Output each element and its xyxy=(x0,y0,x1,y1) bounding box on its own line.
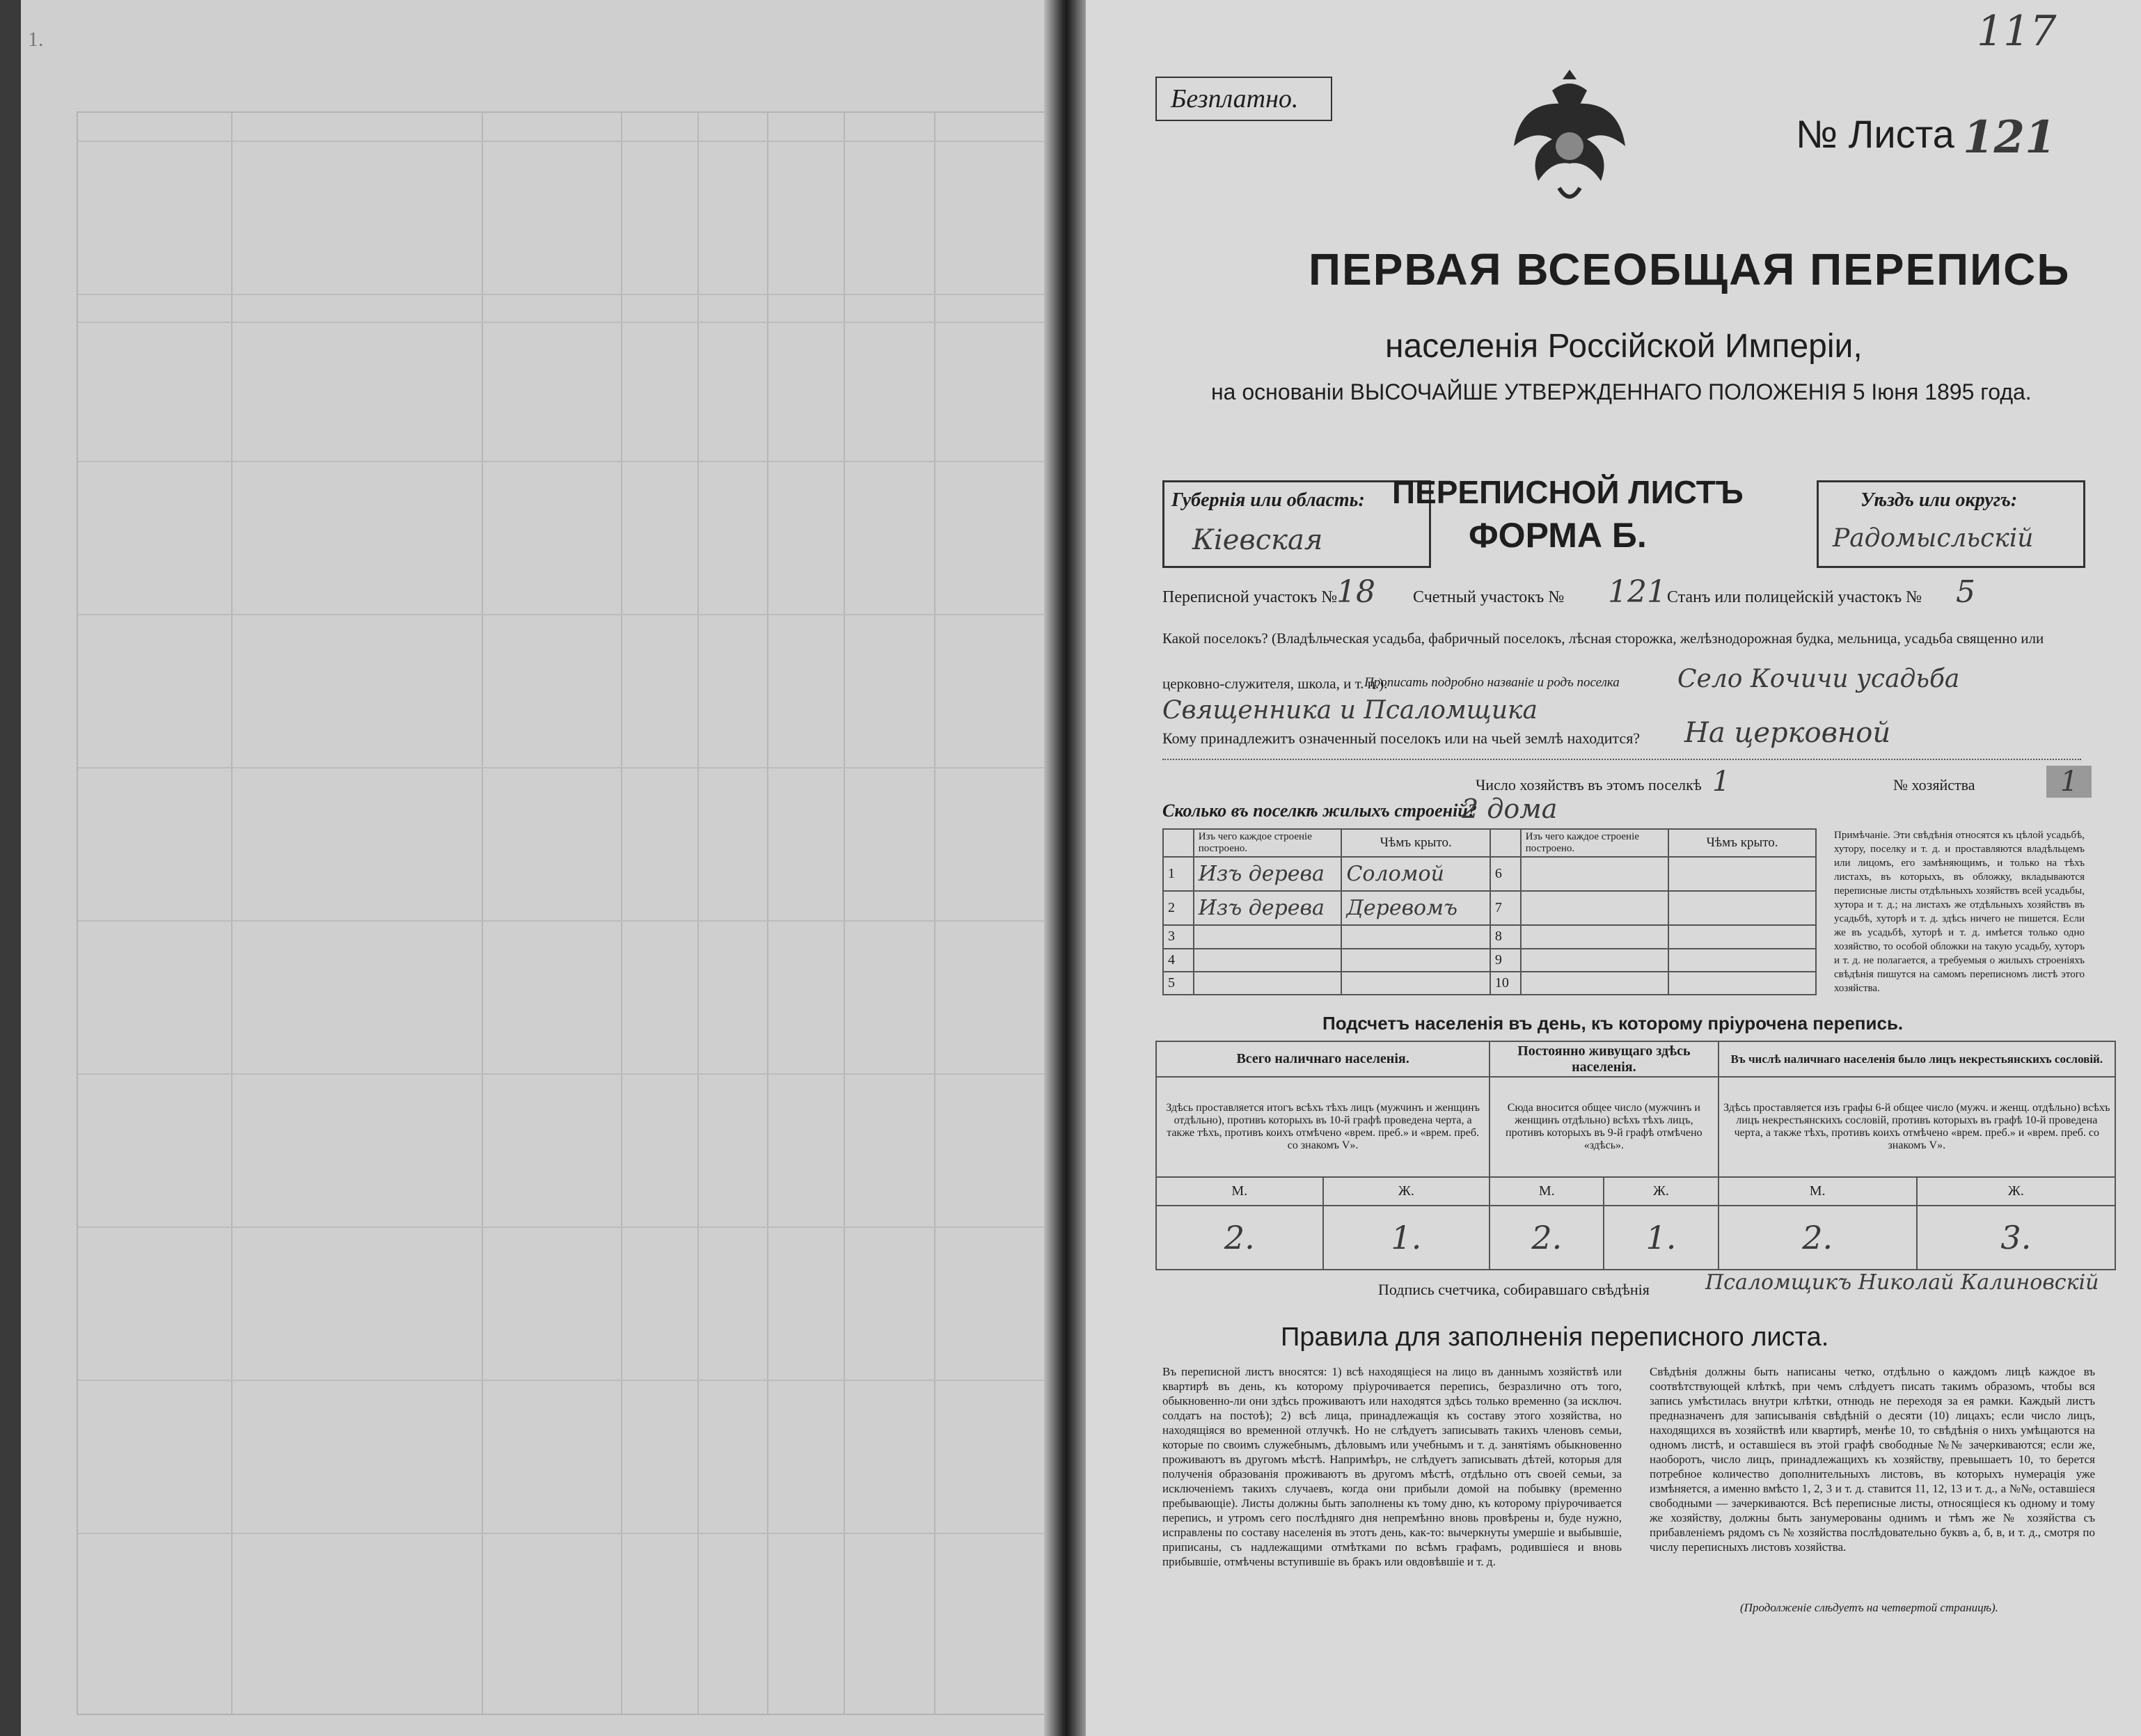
female-header: Ж. xyxy=(1604,1177,1718,1206)
province-label: Губернія или область: xyxy=(1171,489,1365,511)
free-label: Безплатно. xyxy=(1171,84,1299,113)
left-page-grid xyxy=(77,111,1054,1715)
buildings-value: 2 дома xyxy=(1462,794,1558,824)
free-label-box xyxy=(1155,77,1332,121)
buildings-label: Сколько въ поселкѣ жилыхъ строеній? xyxy=(1162,800,1477,821)
row-number: 5 xyxy=(1163,972,1194,995)
settlement-value: Село Кочичи усадьба xyxy=(1677,665,1960,693)
counting-district-value: 121 xyxy=(1608,574,1666,610)
district-label: Уѣздъ или округъ: xyxy=(1860,489,2018,511)
owner-label: Кому принадлежитъ означенный поселокъ или на чьей землѣ находится? xyxy=(1162,729,1641,747)
signature-label: Подпись счетчика, собиравшаго свѣдѣнія xyxy=(1378,1281,1650,1298)
signature-value: Псаломщикъ Николай Калиновскій xyxy=(1705,1270,2099,1295)
material-cell: Изъ дерева xyxy=(1194,857,1342,891)
material-cell: Изъ дерева xyxy=(1194,891,1342,925)
col3-title: Въ числѣ наличнаго населенія было лицъ некрестьянскихъ сословій. xyxy=(1719,1041,2115,1077)
rules-right-column: Свѣдѣнія должны быть написаны четко, отдѣльно о каждомъ лицѣ каждое въ соотвѣтствующей клѣткѣ, при чемъ слѣдуетъ писать такимъ образомъ, чтобы вся запись умѣстилась внутри клѣтки, отнюдь не переходя за ея рамки. Каждый листъ предназначенъ для записыванія свѣдѣній о десяти (10) лицахъ; если число лицъ, находящихся въ хозяйствѣ или квартирѣ, менѣе 10, то свѣдѣнія о нихъ умѣщаются на одномъ листѣ, и оставшіеся въ этой графѣ свободные №№ зачеркиваются; если же, наоборотъ, число лицъ, принадлежащихъ къ хозяйству, превышаетъ 10, то берется потребное количество дополнительныхъ листовъ, въ которыхъ нумерація уже измѣняется, а именно вмѣсто 1, 2, 3 и т. д. ставится 11, 12, 13 и т. д., а №№, оставшіеся свободными — зачеркиваются. Всѣ переписные листы, относящіеся къ одному и тому же хозяйству, должны быть занумерованы однимъ и тѣмъ же № хозяйства съ прибавленіемъ рядомъ съ № хозяйства послѣдовательно буквъ а, б, в, и т. д., смотря по числу переписныхъ листовъ хозяйства. xyxy=(1650,1365,2095,1554)
row-number: 2 xyxy=(1163,891,1194,925)
table-row xyxy=(1163,857,1816,891)
col2-desc: Сюда вносится общее число (мужчинъ и женщинъ отдѣльно) всѣхъ тѣхъ лицъ, противъ которыхъ въ 9-й графѣ отмѣчено «здѣсь». xyxy=(1490,1077,1718,1177)
households-label: Число хозяйствъ въ этомъ поселкѣ xyxy=(1476,776,1702,794)
basis-line: на основаніи ВЫСОЧАЙШЕ УТВЕРЖДЕННАГО ПОЛОЖЕНІЯ 5 Іюня 1895 года. xyxy=(1211,379,2032,404)
roof-cell: Соломой xyxy=(1341,857,1490,891)
form-title: ФОРМА Б. xyxy=(1469,516,1647,555)
rules-continued: (Продолженіе слѣдуетъ на четвертой страницѣ). xyxy=(1740,1601,1998,1614)
stan-label: Станъ или полицейскій участокъ № xyxy=(1667,588,1922,606)
sheet-title: ПЕРЕПИСНОЙ ЛИСТЪ xyxy=(1392,474,1744,510)
col-roof-header-2: Чѣмъ крыто. xyxy=(1668,829,1816,857)
row-number: 8 xyxy=(1490,925,1521,948)
main-title: ПЕРВАЯ ВСЕОБЩАЯ ПЕРЕПИСЬ xyxy=(1309,244,2071,294)
male-header: М. xyxy=(1490,1177,1604,1206)
row-number: 4 xyxy=(1163,949,1194,972)
settlement-value-2: Священника и Псаломщика xyxy=(1162,696,1538,725)
table-row xyxy=(1163,891,1816,925)
settlement-label-2: церковно-служителя, школа, и т. п.). xyxy=(1162,675,1388,692)
rules-title: Правила для заполненія переписного листа. xyxy=(1281,1323,1829,1352)
col-material-header: Изъ чего каждое строеніе построено. xyxy=(1194,829,1342,857)
total-female-value: 1. xyxy=(1323,1206,1490,1270)
archive-number: 117 xyxy=(1977,7,2057,56)
left-page xyxy=(21,0,1058,1736)
district-value: Радомысльскій xyxy=(1833,524,2034,553)
sheet-number-value: 121 xyxy=(1963,111,2056,164)
census-district-label: Переписной участокъ № xyxy=(1162,588,1338,606)
province-value: Кіевская xyxy=(1192,524,1323,556)
permanent-female-value: 1. xyxy=(1604,1206,1718,1270)
rules-left-column: Въ переписной листъ вносятся: 1) всѣ находящіеся на лицо въ даннымъ хозяйствѣ или квартирѣ въ день, къ которому пріурочивается перепись, безразлично отъ того, обыкновенно-ли они здѣсь проживаютъ или находятся здѣсь только временно (за исключ. солдатъ на постоѣ); 2) всѣ лица, принадлежащія къ составу этого хозяйства, но находящіяся во временной отлучкѣ. Но не слѣдуетъ записывать такихъ членовъ семьи, которые по своимъ служебнымъ, дѣловымъ или учебнымъ и т. д. занятіямъ обыкновенно проживаютъ въ другомъ мѣстѣ. Напримѣръ, не слѣдуетъ записывать дѣтей, которыя для полученія образованія проживаютъ въ другомъ мѣстѣ, отдѣльно отъ своей семьи, за исключеніемъ такихъ случаевъ, когда они прибыли домой на побывку (временно пребывающіе). Листы должны быть заполнены къ тому дню, къ которому пріурочивается перепись, и утромъ сего послѣдняго дня непремѣнно вновь провѣрены и, буде нужно, исправлены по составу населенія въ этотъ день, как-то: вычеркнуты умершіе и выбывшіе, приписаны, съ надлежащими отмѣтками по всѣмъ графамъ, родившіеся и вновь прибывшіе, отмѣчены вступившіе въ бракъ или овдовѣвшіе и т. д. xyxy=(1162,1365,1622,1568)
table-row xyxy=(1163,925,1816,948)
nonpeasant-female-value: 3. xyxy=(1917,1206,2115,1270)
col1-title: Всего наличнаго населенія. xyxy=(1156,1041,1490,1077)
male-header: М. xyxy=(1719,1177,1917,1206)
household-no-value: 1 xyxy=(2046,766,2092,798)
households-value: 1 xyxy=(1712,766,1730,798)
col-material-header-2: Изъ чего каждое строеніе построено. xyxy=(1521,829,1668,857)
row-number: 9 xyxy=(1490,949,1521,972)
imperial-eagle-icon xyxy=(1510,63,1629,209)
sheet-number-label: № Листа xyxy=(1796,112,1954,156)
row-number: 1 xyxy=(1163,857,1194,891)
table-row xyxy=(1163,972,1816,995)
row-number: 7 xyxy=(1490,891,1521,925)
owner-value: На церковной xyxy=(1684,717,1891,749)
permanent-male-value: 2. xyxy=(1490,1206,1604,1270)
left-page-number: 1. xyxy=(28,28,44,51)
row-number: 10 xyxy=(1490,972,1521,995)
book-fold xyxy=(1044,0,1086,1736)
row-number: 3 xyxy=(1163,925,1194,948)
female-header: Ж. xyxy=(1917,1177,2115,1206)
settlement-hint: Прописать подробно названіе и родъ поселка xyxy=(1364,675,1620,690)
row-number: 6 xyxy=(1490,857,1521,891)
population-table xyxy=(1155,1041,2116,1270)
roof-cell: Деревомъ xyxy=(1341,891,1490,925)
col1-desc: Здѣсь проставляется итогъ всѣхъ тѣхъ лицъ (мужчинъ и женщинъ отдѣльно), противъ которыхъ въ 10-й графѣ проведена черта, а также тѣхъ, противъ коихъ отмѣчено «врем. преб.» и «врем. преб. со знакомъ V». xyxy=(1156,1077,1490,1177)
nonpeasant-male-value: 2. xyxy=(1719,1206,1917,1270)
district-box xyxy=(1817,480,2085,568)
col2-title: Постоянно живущаго здѣсь населенія. xyxy=(1490,1041,1718,1077)
col-roof-header: Чѣмъ крыто. xyxy=(1341,829,1490,857)
counting-district-label: Счетный участокъ № xyxy=(1413,588,1565,606)
household-no-label: № хозяйства xyxy=(1893,776,1975,794)
male-header: М. xyxy=(1156,1177,1323,1206)
total-male-value: 2. xyxy=(1156,1206,1323,1270)
female-header: Ж. xyxy=(1323,1177,1490,1206)
population-title: Подсчетъ населенія въ день, къ которому пріурочена перепись. xyxy=(1322,1013,1904,1034)
province-box xyxy=(1162,480,1431,568)
subtitle: населенія Россійской Имперіи, xyxy=(1385,328,1863,365)
settlement-label: Какой поселокъ? (Владѣльческая усадьба, фабричный поселокъ, лѣсная сторожка, желѣзнодорожная будка, мельница, усадьба священно или xyxy=(1162,630,2044,647)
col3-desc: Здѣсь проставляется изъ графы 6-й общее число (мужч. и женщ. отдѣльно) всѣхъ лицъ некрестьянскихъ сословій, противъ которыхъ въ графѣ 10-й проведена черта, а также тѣхъ, противъ коихъ отмѣчено «врем. преб.» и «врем. преб. со знакомъ V». xyxy=(1719,1077,2115,1177)
census-district-value: 18 xyxy=(1336,574,1375,610)
census-sheet-page xyxy=(1086,0,2141,1736)
stan-value: 5 xyxy=(1956,574,1975,610)
table-row xyxy=(1163,949,1816,972)
buildings-note: Примѣчаніе. Эти свѣдѣнія относятся къ цѣлой усадьбѣ, хутору, поселку и т. д. и проставляются владѣльцемъ или лицомъ, его замѣняющимъ, и только на тѣхъ листахъ, въ которыхъ, въ обложку, вкладываются переписные листы отдѣльныхъ хозяйствъ всей усадьбы, хутора и т. д.; на листахъ же отдѣльныхъ хозяйствъ въ усадьбѣ, хуторѣ и т. д. здѣсь ничего не пишется. Если же въ усадьбѣ, хуторѣ и т. д. имѣется только одно хозяйство, то особой обложки на такую усадьбу, хуторъ и т. д. не полагается, а требуемыя о жилыхъ строеніяхъ свѣдѣнія пишутся на самомъ переписномъ листѣ этого хозяйства. xyxy=(1834,830,2085,994)
buildings-table xyxy=(1162,828,1817,995)
